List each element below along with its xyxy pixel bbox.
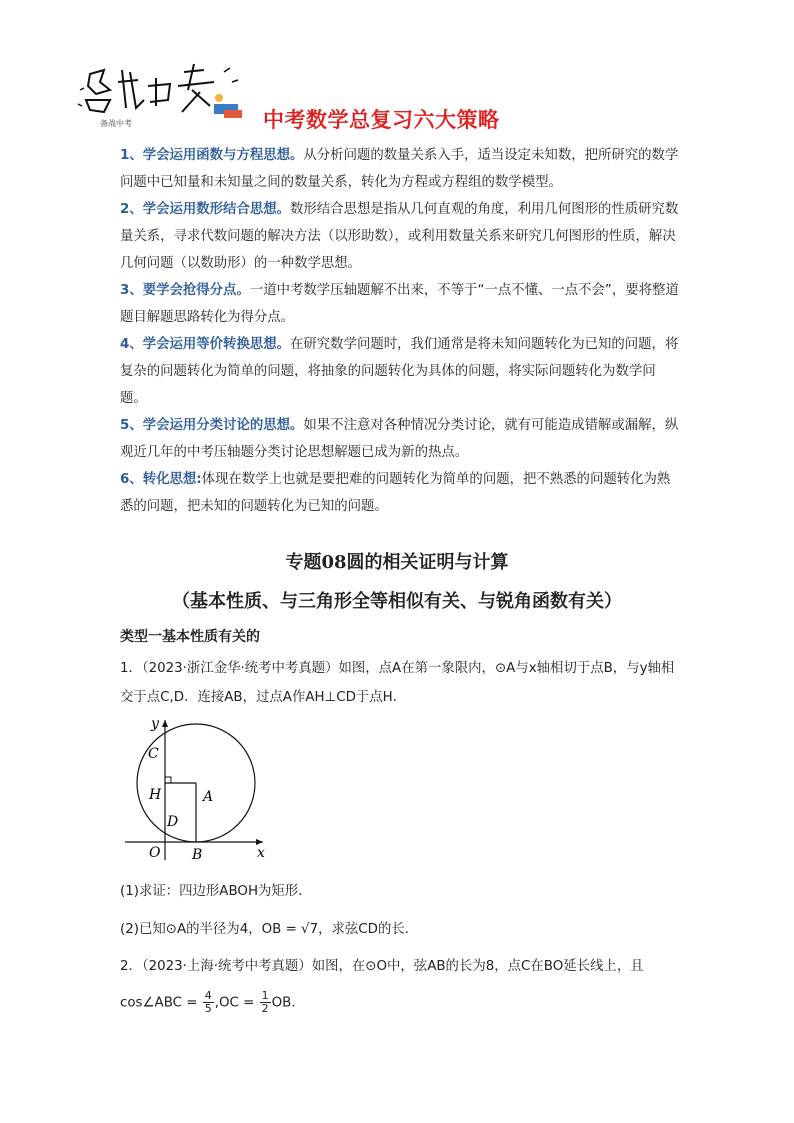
strategy-body: 在研究数学问题时，我们通常是将未知问题转化为已知的问题，将复杂的问题转化为简单的问题，将抽象的问题转化为具体的问题，将实际问题转化为数学问题。 <box>120 337 679 406</box>
fraction-4-5 <box>203 990 214 1015</box>
right-angle-mark <box>165 777 171 783</box>
label-c: C <box>148 746 159 762</box>
strategy-body: 数形结合思想是指从几何直观的角度，利用几何图形的性质研究数量关系，寻求代数问题的解决方法（以形助数），或利用数量关系来研究几何图形的性质，解决几何问题（以数助形）的一种数学思想。 <box>120 202 679 271</box>
strategy-lead: 4、学会运用等价转换思想。 <box>120 337 291 352</box>
strategy-lead: 1、学会运用函数与方程思想。 <box>120 148 304 163</box>
strategy-item <box>120 196 680 277</box>
ob-tail: OB． <box>271 995 305 1011</box>
strategy-lead: 5、学会运用分类讨论的思想。 <box>120 418 304 433</box>
strategy-body: 如果不注意对各种情况分类讨论，就有可能造成错解或漏解，纵观近几年的中考压轴题分类讨论思想解题已成为新的热点。 <box>120 418 679 460</box>
strategy-body: 体现在数学上也就是要把难的问题转化为简单的问题，把不熟悉的问题转化为熟悉的问题，把未知的问题转化为已知的问题。 <box>120 472 671 514</box>
oc-expression: ,OC = <box>214 995 255 1011</box>
label-a: A <box>203 789 214 805</box>
label-x: x <box>257 845 265 861</box>
page-title: 中考数学总复习六大策略 <box>263 108 500 132</box>
label-y: y <box>151 716 159 732</box>
y-axis-arrow <box>162 720 168 727</box>
strategy-item <box>120 331 680 412</box>
problem-2-statement: 2．（2023·上海·统考中考真题）如图，在⊙O中，弦AB的长为8，点C在BO延长线上，且 <box>120 959 644 974</box>
fraction-denominator: 5 <box>204 1002 212 1015</box>
problem-1-part-1: (1)求证：四边形ABOH为矩形． <box>120 884 312 899</box>
label-h: H <box>149 787 162 803</box>
strategy-item <box>120 412 680 466</box>
label-o: O <box>149 845 161 861</box>
fraction-denominator: 2 <box>261 1002 269 1015</box>
strategy-list <box>120 142 680 520</box>
label-d: D <box>167 814 179 830</box>
fraction-1-2 <box>260 990 271 1015</box>
problem-1-text-b: 与x轴相切于点B，与y轴相交于点C,D．连接AB，过点A作AH⊥CD于点H． <box>120 661 675 705</box>
strategy-body: 从分析问题的数量关系入手，适当设定未知数，把所研究的数学问题中已知量和未知量之间的数量关系，转化为方程或方程组的数学模型。 <box>120 148 679 190</box>
strategy-body: 一道中考数学压轴题解不出来，不等于“一点不懂、一点不会”，要将整道题目解题思路转化为得分点。 <box>120 283 679 325</box>
problem-1-part-2: (2)已知⊙A的半径为4，OB = √7，求弦CD的长． <box>120 922 419 937</box>
strategy-lead: 3、要学会抢得分点。 <box>120 283 250 298</box>
problem-1-circle-symbol: ⊙A <box>494 661 516 676</box>
strategy-item <box>120 142 680 196</box>
fraction-numerator: 4 <box>204 989 212 1002</box>
strategy-item <box>120 277 680 331</box>
topic-title: 专题08圆的相关证明与计算 <box>285 552 509 573</box>
logo-image <box>74 60 244 132</box>
logo-text: 备战中考 <box>100 119 132 128</box>
circle-figure <box>115 714 285 864</box>
strategy-item <box>120 466 680 520</box>
problem-1-text-a: 1．（2023·浙江金华·统考中考真题）如图，点A在第一象限内， <box>120 661 495 676</box>
fraction-numerator: 1 <box>261 989 269 1002</box>
cos-expression: cos∠ABC = <box>120 995 198 1011</box>
label-b: B <box>192 847 203 863</box>
type-heading: 类型一基本性质有关的 <box>120 629 260 645</box>
strategy-lead: 2、学会运用数形结合思想。 <box>120 202 291 217</box>
strategy-lead: 6、转化思想: <box>120 472 202 487</box>
problem-2-condition <box>120 990 305 1015</box>
topic-subtitle: （基本性质、与三角形全等相似有关、与锐角函数有关） <box>172 591 622 612</box>
problem-1-statement <box>120 654 680 712</box>
